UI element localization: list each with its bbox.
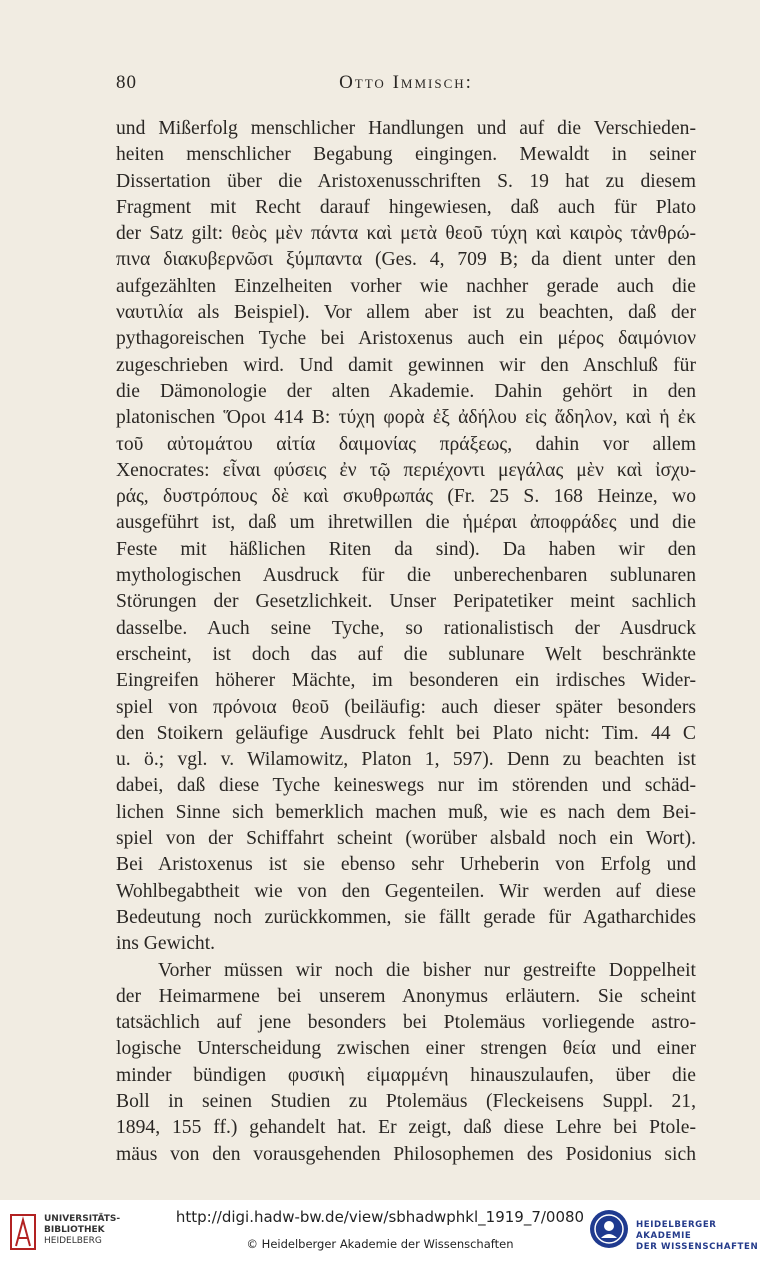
text-line: spiel von der Schiffahrt scheint (worüber alsbald noch ein Wort).: [116, 828, 696, 850]
text-line: lichen Sinne sich bemerklich machen muß, wie es nach dem Bei-: [116, 801, 696, 823]
text-line: erscheint, ist doch das auf die sublunare Welt beschränkte: [116, 643, 696, 665]
academy-name-line: DER WISSENSCHAFTEN: [636, 1242, 759, 1252]
text-line: der Satz gilt: θεὸς μὲν πάντα καὶ μετὰ θεοῦ τύχη καὶ καιρὸς τἀνθρώ-: [116, 223, 696, 245]
copyright-notice: © Heidelberger Akademie der Wissenschaften: [246, 1237, 514, 1251]
text-line: Feste mit häßlichen Riten da sind). Da haben wir den: [116, 538, 696, 560]
text-line: pythagoreischen Tyche bei Aristoxenus auch ein μέρος δαιμόνιον: [116, 328, 696, 350]
text-line: heiten menschlicher Begabung eingingen. Mewaldt in seiner: [116, 144, 696, 166]
viewer-footer: [0, 1200, 760, 1262]
running-title: Otto Immisch:: [339, 72, 473, 93]
academy-name: [636, 1220, 760, 1253]
text-line: πινα διακυβερνῶσι ξύμπαντα (Ges. 4, 709 B; da dient unter den: [116, 249, 696, 271]
text-line: Bedeutung noch zurückkommen, sie fällt gerade für Agatharchides: [116, 906, 696, 928]
library-name-line: BIBLIOTHEK: [44, 1225, 105, 1235]
academy-seal-icon: [588, 1208, 630, 1250]
text-line: 1894, 155 ff.) gehandelt hat. Er zeigt, daß diese Lehre bei Ptole-: [116, 1117, 696, 1139]
text-line: die Dämonologie der alten Akademie. Dahin gehört in den: [116, 380, 696, 402]
text-line: Bei Aristoxenus ist sie ebenso sehr Urheberin von Erfolg und: [116, 854, 696, 876]
text-line: spiel von πρόνοια θεοῦ (beiläufig: auch dieser später besonders: [116, 696, 696, 718]
text-line: der Heimarmene bei unserem Anonymus erläutern. Sie scheint: [116, 985, 696, 1007]
text-line: Eingreifen höherer Mächte, im besonderen ein irdisches Wider-: [116, 670, 696, 692]
academy-name-line: HEIDELBERGER AKADEMIE: [636, 1220, 717, 1241]
text-line: ράς, δυστρόπους δὲ καὶ σκυθρωπάς (Fr. 25 S. 168 Heinze, wo: [116, 486, 696, 508]
text-line: aufgezählten Einzelheiten vorher wie nachher gerade auch die: [116, 275, 696, 297]
library-name-line: HEIDELBERG: [44, 1236, 102, 1246]
text-line: τοῦ αὐτομάτου αἰτία δαιμονίας πράξεως, dahin vor allem: [116, 433, 696, 455]
text-line: und Mißerfolg menschlicher Handlungen und auf die Verschieden-: [116, 118, 696, 139]
text-line: minder bündigen φυσικὴ εἱμαρμένη hinauszulaufen, über die: [116, 1064, 696, 1086]
body-text: [116, 116, 696, 1168]
text-line: mythologischen Ausdruck für die unberechenbaren sublunaren: [116, 565, 696, 587]
text-line: den Stoikern geläufige Ausdruck fehlt bei Plato nicht: Tim. 44 C: [116, 722, 696, 744]
text-line: ins Gewicht.: [116, 933, 216, 955]
library-name-line: UNIVERSITÄTS-: [44, 1214, 121, 1224]
text-line: ναυτιλία als Beispiel). Vor allem aber ist zu beachten, daß der: [116, 302, 696, 324]
text-line: Xenocrates: εἶναι φύσεις ἐν τῷ περιέχοντι μεγάλας μὲν καὶ ἰσχυ-: [116, 459, 696, 481]
running-head: [116, 72, 696, 98]
text-line: mäus von den vorausgehenden Philosophemen des Posidonius sich: [116, 1143, 696, 1165]
text-line: ausgeführt ist, daß um ihretwillen die ἡμέραι ἀποφράδες und die: [116, 512, 696, 534]
text-line: logische Unterscheidung zwischen einer strengen θεία und einer: [116, 1038, 696, 1060]
text-line: Störungen der Gesetzlichkeit. Unser Peripatetiker meint sachlich: [116, 591, 696, 613]
page-number: 80: [116, 72, 137, 93]
text-line: dasselbe. Auch seine Tyche, so rationalistisch der Ausdruck: [116, 617, 696, 639]
text-line: Fragment mit Recht darauf hingewiesen, daß auch für Plato: [116, 196, 696, 218]
text-line: Wohlbegabtheit wie von den Gegenteilen. Wir werden auf diese: [116, 880, 696, 902]
text-line: platonischen Ὅροι 414 B: τύχη φορὰ ἐξ ἀδήλου εἰς ἄδηλον, καὶ ἡ ἐκ: [116, 407, 696, 429]
text-line: dabei, daß diese Tyche keineswegs nur im störenden und schäd-: [116, 775, 696, 797]
text-line: tatsächlich auf jene besonders bei Ptolemäus vorliegende astro-: [116, 1012, 696, 1034]
permalink-url[interactable]: http://digi.hadw-bw.de/view/sbhadwphkl_1919_7/0080: [175, 1208, 585, 1226]
text-line: Boll in seinen Studien zu Ptolemäus (Fleckeisens Suppl. 21,: [116, 1090, 696, 1112]
text-line: Vorher müssen wir noch die bisher nur gestreifte Doppelheit: [158, 959, 696, 981]
text-line: zugeschrieben wird. Und damit gewinnen wir den Anschluß für: [116, 354, 696, 376]
text-line: Dissertation über die Aristoxenusschriften S. 19 hat zu diesem: [116, 170, 696, 192]
text-line: u. ö.; vgl. v. Wilamowitz, Platon 1, 597). Denn zu beachten ist: [116, 749, 696, 771]
